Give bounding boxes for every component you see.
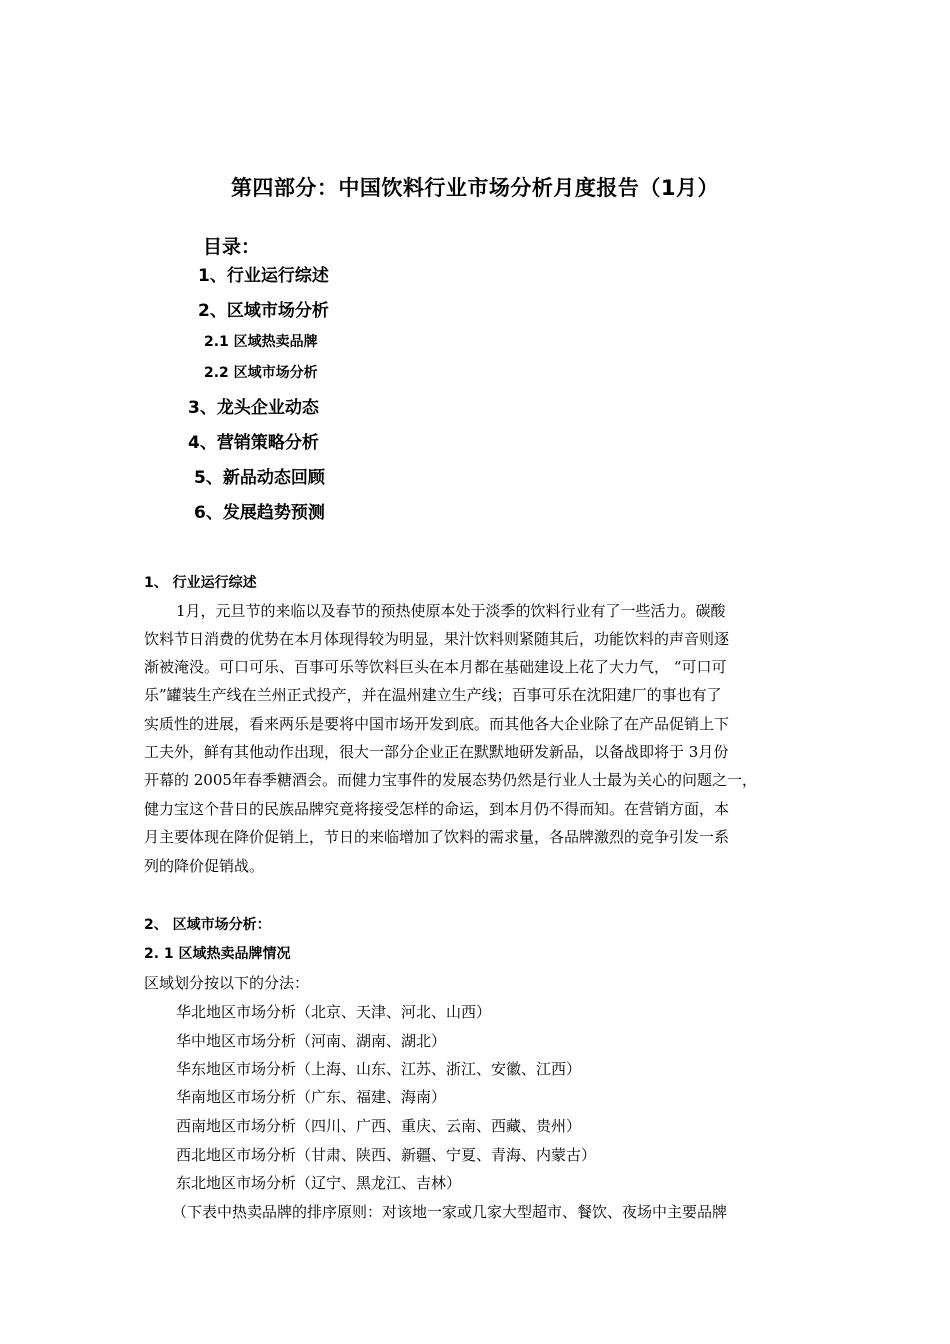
toc-item-1: 1、行业运行综述 — [198, 266, 329, 286]
section-1-line: 饮料节日消费的优势在本月体现得较为明显，果汁饮料则紧随其后，功能饮料的声音则逐 — [144, 630, 730, 648]
toc-item-2-2: 2.2 区域市场分析 — [204, 365, 318, 381]
section-1-line: 乐”罐装生产线在兰州正式投产，并在温州建立生产线；百事可乐在沈阳建厂的事也有了 — [144, 686, 722, 704]
section-2-intro: 区域划分按以下的分法： — [144, 974, 310, 992]
ranking-note: （下表中热卖品牌的排序原则：对该地一家或几家大型超市、餐饮、夜场中主要品牌 — [172, 1203, 728, 1221]
toc-item-4: 4、营销策略分析 — [188, 433, 319, 453]
toc-item-5: 5、新品动态回顾 — [194, 468, 325, 488]
section-1-line: 开幕的 2005年春季糖酒会。而健力宝事件的发展态势仍然是行业人士最为关心的问题之一， — [144, 771, 757, 789]
toc-heading: 目录： — [203, 236, 261, 258]
section-1-line: 月主要体现在降价促销上，节日的来临增加了饮料的需求量，各品牌激烈的竞争引发一系 — [144, 828, 730, 846]
section-2-1-heading: 2. 1 区域热卖品牌情况 — [144, 946, 291, 962]
region-item: 西北地区市场分析（甘肃、陕西、新疆、宁夏、青海、内蒙古） — [176, 1146, 597, 1164]
toc-item-6: 6、发展趋势预测 — [194, 503, 325, 523]
toc-item-2-1: 2.1 区域热卖品牌 — [204, 334, 318, 350]
section-1-heading: 1、 行业运行综述 — [144, 575, 257, 591]
region-item: 西南地区市场分析（四川、广西、重庆、云南、西藏、贵州） — [176, 1117, 582, 1135]
region-item: 华北地区市场分析（北京、天津、河北、山西） — [176, 1003, 492, 1021]
section-1-line: 工夫外，鲜有其他动作出现，很大一部分企业正在默默地研发新品，以备战即将于 3月份 — [144, 743, 729, 761]
section-1-line: 健力宝这个昔日的民族品牌究竟将接受怎样的命运，到本月仍不得而知。在营销方面，本 — [144, 800, 730, 818]
toc-item-3: 3、龙头企业动态 — [188, 398, 319, 418]
toc-item-2: 2、区域市场分析 — [198, 301, 329, 321]
page-title: 第四部分：中国饮料行业市场分析月度报告（1月） — [230, 176, 720, 200]
region-item: 华东地区市场分析（上海、山东、江苏、浙江、安徽、江西） — [176, 1060, 582, 1078]
region-item: 华中地区市场分析（河南、湖南、湖北） — [176, 1032, 447, 1050]
region-item: 华南地区市场分析（广东、福建、海南） — [176, 1088, 447, 1106]
section-1-line: 实质性的进展，看来两乐是要将中国市场开发到底。而其他各大企业除了在产品促销上下 — [144, 715, 730, 733]
section-1-line: 列的降价促销战。 — [144, 857, 265, 875]
section-1-line: 渐被淹没。可口可乐、百事可乐等饮料巨头在本月都在基础建设上花了大力气， “可口可 — [144, 658, 727, 676]
region-item: 东北地区市场分析（辽宁、黑龙江、吉林） — [176, 1174, 462, 1192]
section-2-heading: 2、 区域市场分析： — [144, 917, 271, 933]
section-1-line: 1月，元旦节的来临以及春节的预热使原本处于淡季的饮料行业有了一些活力。碳酸 — [176, 602, 726, 620]
